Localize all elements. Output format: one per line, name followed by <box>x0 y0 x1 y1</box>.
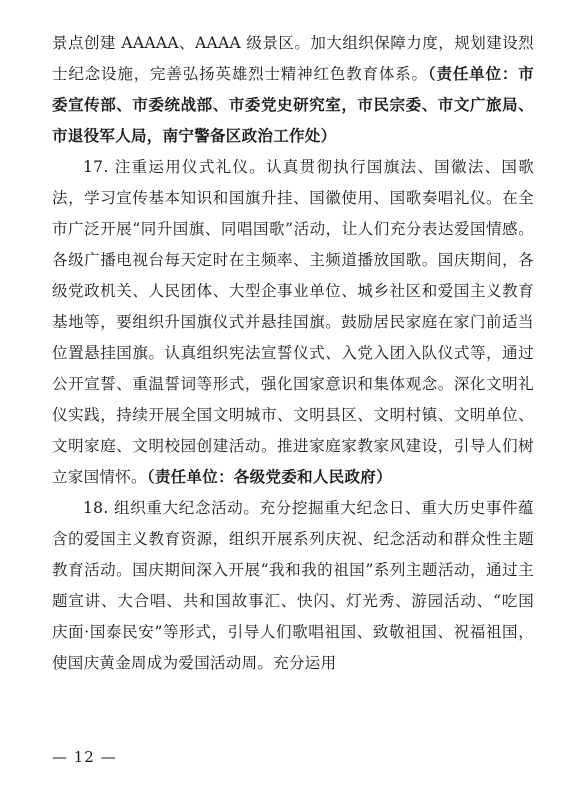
paragraph-18-text: 18. 组织重大纪念活动。充分挖掘重大纪念日、重大历史事件蕴含的爱国主义教育资源，组织开展系列庆祝、纪念活动和群众性主题教育活动。国庆期间深入开展“我和我的祖国”系列主题活动，通过主题宣讲、大合唱、共和国故事汇、快闪、灯光秀、游园活动、“吃国庆面·国泰民安”等形式，引导人们歌唱祖国、致敬祖国、祝福祖国，使国庆黄金周成为爱国活动周。充分运用 <box>52 499 534 672</box>
paragraph-17-text: 17. 注重运用仪式礼仪。认真贯彻执行国旗法、国徽法、国歌法，学习宣传基本知识和国旗升挂、国徽使用、国歌奏唱礼仪。在全市广泛开展“同升国旗、同唱国歌”活动，让人们充分表达爱国情感。各级广播电视台每天定时在主频率、主频道播放国歌。国庆期间，各级党政机关、人民团体、大型企事业单位、城乡社区和爱国主义教育基地等，要组织升国旗仪式并悬挂国旗。鼓励居民家庭在家门前适当位置悬挂国旗。认真组织宪法宣誓仪式、入党入团入队仪式等，通过公开宣誓、重温誓词等形式，强化国家意识和集体观念。深化文明礼仪实践，持续开展全国文明城市、文明县区、文明村镇、文明单位、文明家庭、文明校园创建活动。推进家庭家教家风建设，引导人们树立家国情怀。 <box>52 158 534 486</box>
paragraph-1 <box>52 28 534 152</box>
paragraph-17 <box>52 152 534 493</box>
paragraph-18 <box>52 493 534 679</box>
page-number: — 12 — <box>52 748 117 766</box>
paragraph-1-responsible-units: （责任单位：市委宣传部、市委统战部、市委党史研究室，市民宗委、市文广旅局、市退役军人局，南宁警备区政治工作处） <box>52 65 534 145</box>
paragraph-1-text: 景点创建 AAAAA、AAAA 级景区。加大组织保障力度，规划建设烈士纪念设施，完善弘扬英雄烈士精神红色教育体系。 <box>52 34 534 83</box>
document-page <box>52 28 534 679</box>
paragraph-17-responsible-units: （责任单位：各级党委和人民政府） <box>146 468 392 486</box>
